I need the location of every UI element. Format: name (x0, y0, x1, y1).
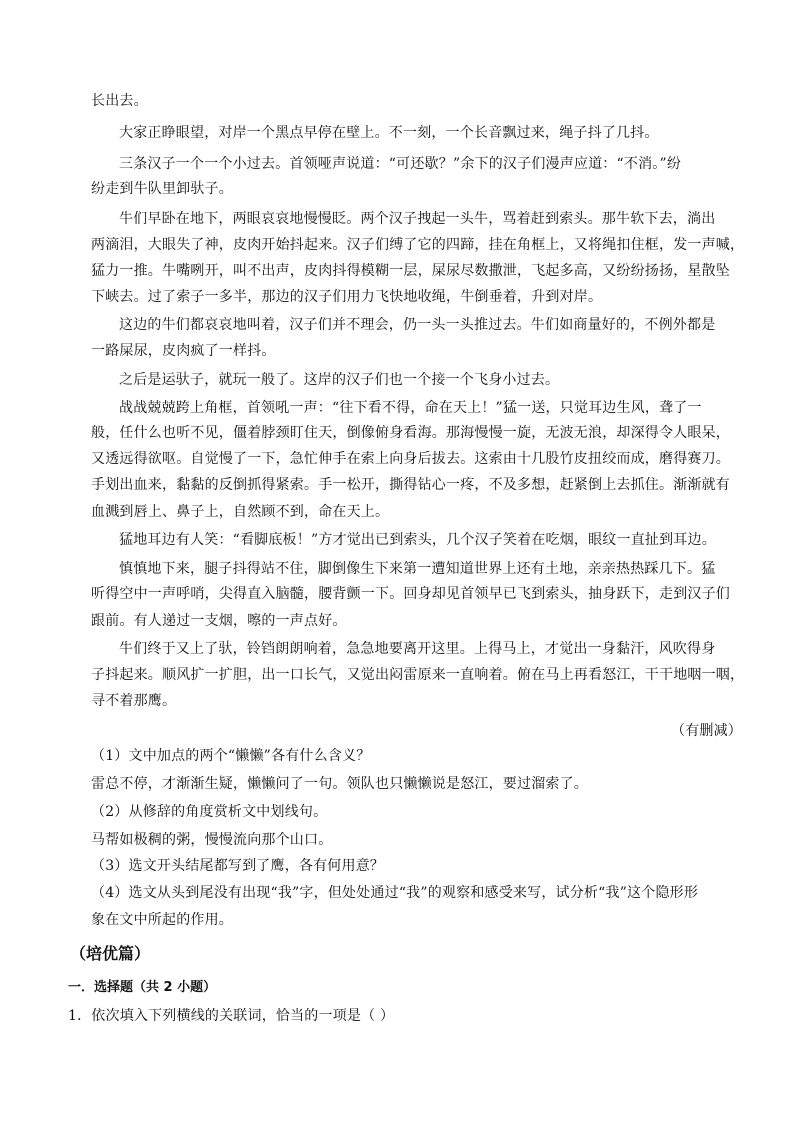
passage-line: 子抖起来。顺风扩一扩胆，出一口长气，又觉出闷雷原来一直响着。俯在马上再看怒江，干干地咽一咽， (91, 667, 745, 683)
question-4: （4）选文从头到尾没有出现“我”字，但处处通过“我”的观察和感受来写，试分析“我”这个隐形形 (91, 885, 699, 901)
question-1-quote: 雷总不停，才渐渐生疑，懒懒问了一句。领队也只懒懒说是怒江，要过溜索了。 (91, 776, 588, 792)
question-4-continued: 象在文中所起的作用。 (91, 912, 233, 928)
passage-line: 听得空中一声呼哨，尖得直入脑髓，腰背颤一下。回身却见首领早已飞到索头，抽身跃下，走到汉子们 (91, 586, 730, 602)
passage-line: 三条汉子一个一个小过去。首领哑声说道：“可还歇？”余下的汉子们漫声应道：“不消。”纷 (119, 156, 682, 172)
passage-line: 这边的牛们都哀哀地叫着，汉子们并不理会，仍一头一头推过去。牛们如商量好的，不例外都是 (119, 317, 716, 333)
passage-line: 纷走到牛队里卸驮子。 (91, 181, 233, 197)
source-note: （有删减） (671, 723, 742, 739)
passage-line: 寻不着那鹰。 (91, 693, 177, 709)
passage-line: 血溅到唇上、鼻子上，自然顾不到，命在天上。 (91, 504, 390, 520)
passage-line: 下峡去。过了索子一多半，那边的汉子们用力飞快地收绳，牛倒垂着，升到对岸。 (91, 289, 603, 305)
question-1: （1）文中加点的两个“懒懒”各有什么含义？ (91, 748, 371, 764)
question-2: （2）从修辞的角度赏析文中划线句。 (91, 804, 328, 820)
passage-line: 猛地耳边有人笑：“看脚底板！”方才觉出已到索头，几个汉子笑着在吃烟，眼纹一直扯到耳边。 (119, 532, 716, 548)
passage-line: 跟前。有人递过一支烟，嚓的一声点好。 (91, 613, 347, 629)
passage-line: 牛们终于又上了驮，铃铛朗朗响着，急急地要离开这里。上得马上，才觉出一身黏汗，风吹得身 (119, 641, 716, 657)
passage-line: 大家正睁眼望，对岸一个黑点早停在壁上。不一刻，一个长音飘过来，绳子抖了几抖。 (119, 125, 659, 141)
passage-line: 手划出血来，黏黏的反倒抓得紧索。手一松开，撕得钻心一疼，不及多想，赶紧倒上去抓住。渐渐就有 (91, 477, 730, 493)
passage-line: 两滴泪，大眼失了神，皮肉开始抖起来。汉子们缚了它的四蹄，挂在角框上，又将绳扣住框，发一声喊， (91, 237, 745, 253)
passage-line: 战战兢兢跨上角框，首领吼一声：“往下看不得，命在天上！”猛一送，只觉耳边生风，聋了一 (119, 400, 702, 416)
question-3: （3）选文开头结尾都写到了鹰，各有何用意？ (91, 858, 385, 874)
passage-line: 般，任什么也听不见，僵着脖颈盯住天，倒像俯身看海。那海慢慢一旋，无波无浪，却深得令人眼呆， (91, 425, 730, 441)
question-item-1: 1．依次填入下列横线的关联词，恰当的一项是（ ） (68, 1008, 395, 1024)
passage-line: 长出去。 (91, 93, 148, 109)
passage-line: 一路屎尿，皮肉疯了一样抖。 (91, 343, 276, 359)
passage-line: 牛们早卧在地下，两眼哀哀地慢慢眨。两个汉子拽起一头牛，骂着赶到索头。那牛软下去，淌出 (119, 211, 716, 227)
section-title: 一．选择题（共 2 小题） (68, 980, 217, 995)
passage-line: 之后是运驮子，就玩一般了。这岸的汉子们也一个接一个飞身小过去。 (119, 372, 560, 388)
advanced-title: （培优篇） (70, 944, 151, 963)
passage-line: 猛力一推。牛嘴咧开，叫不出声，皮肉抖得模糊一层，屎尿尽数撒泄，飞起多高，又纷纷扬扬，星散坠 (91, 263, 730, 279)
passage-line: 慎慎地下来，腿子抖得站不住，脚倒像生下来第一遭知道世界上还有土地，亲亲热热踩几下。猛 (119, 561, 716, 577)
question-2-quote: 马帮如极稠的粥，慢慢流向那个山口。 (91, 832, 333, 848)
passage-line: 又透远得欲呕。自觉慢了一下，急忙伸手在索上向身后拔去。这索由十几股竹皮扭绞而成，磨得赛刀。 (91, 451, 730, 467)
